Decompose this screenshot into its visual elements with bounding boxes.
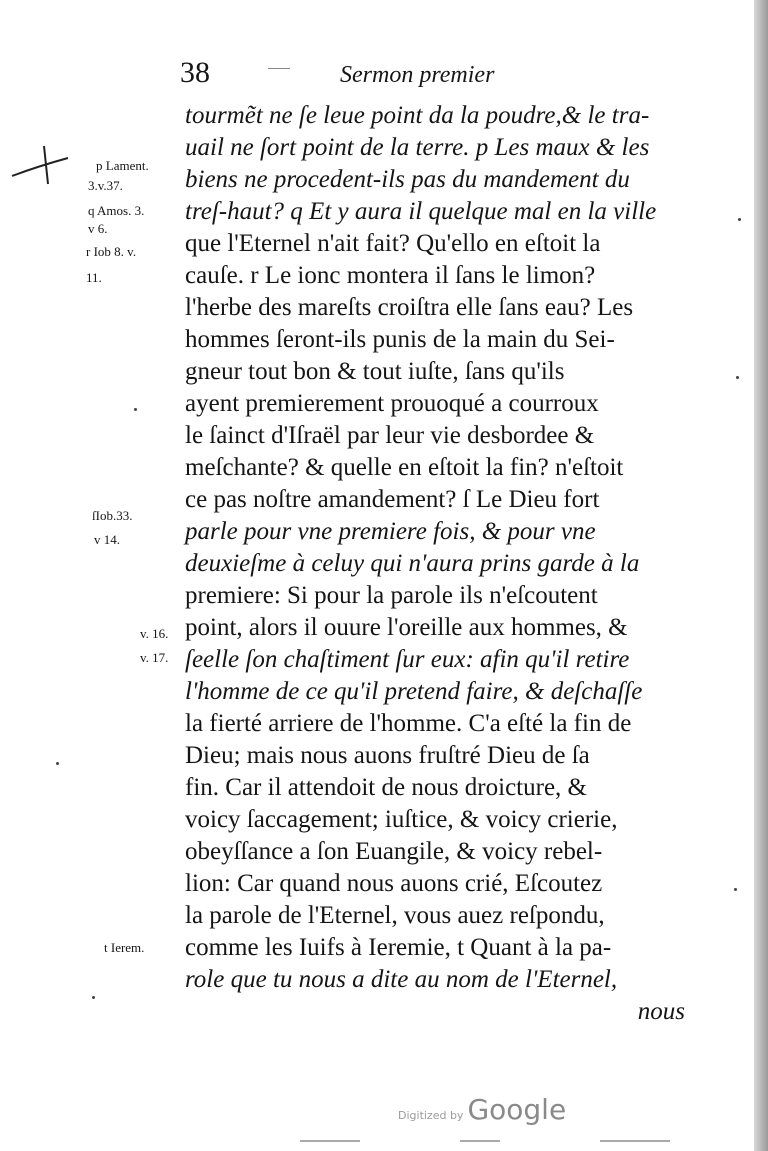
text-line: obeyſſance a ſon Euangile, & voicy rebel-	[185, 838, 603, 865]
running-title: Sermon premier	[340, 62, 495, 88]
text-line: uail ne ſort point de la terre. p Les maux & les	[185, 134, 650, 161]
text-line: ce pas noſtre amandement? ſ Le Dieu fort	[185, 486, 600, 513]
watermark-prefix: Digitized by	[398, 1109, 464, 1122]
pencil-cross-mark	[10, 140, 70, 186]
margin-note: t Ierem.	[104, 940, 145, 955]
text-line: meſchante? & quelle en eſtoit la fin? n'eſtoit	[185, 454, 624, 481]
margin-note: 11.	[86, 270, 102, 285]
margin-note: v. 17.	[140, 650, 169, 665]
text-line: Dieu; mais nous auons fruſtré Dieu de ſa	[185, 742, 590, 769]
text-line: cauſe. r Le ionc montera il ſans le limon?	[185, 262, 596, 289]
header-divider	[268, 68, 290, 69]
scan-artifact	[300, 1140, 360, 1142]
page-edge-shadow	[754, 0, 768, 1151]
text-line: ayent premierement prouoqué a courroux	[185, 390, 599, 417]
text-line: le ſainct d'Iſraël par leur vie desbordee &	[185, 422, 595, 449]
body-text	[185, 100, 685, 1028]
margin-note: v 14.	[94, 532, 120, 547]
text-line: fin. Car il attendoit de nous droicture, &	[185, 774, 587, 801]
margin-note: q Amos. 3.	[88, 203, 145, 218]
page-number: 38	[180, 56, 210, 89]
text-line: hommes ſeront-ils punis de la main du Sei-	[185, 326, 615, 353]
text-line: la parole de l'Eternel, vous auez reſpondu,	[185, 902, 605, 929]
text-line: parle pour vne premiere fois, & pour vne	[185, 518, 596, 545]
text-line: biens ne procedent-ils pas du mandement du	[185, 166, 630, 193]
scan-speck	[92, 996, 95, 999]
text-line: deuxieſme à celuy qui n'aura prins garde à la	[185, 550, 640, 577]
margin-note: v 6.	[88, 221, 108, 236]
text-line: ſeelle ſon chaſtiment ſur eux: afin qu'il retire	[185, 646, 630, 673]
text-line: l'homme de ce qu'il pretend faire, & deſchaſſe	[185, 678, 643, 705]
scan-artifact	[600, 1140, 670, 1142]
catchword: nous	[637, 998, 685, 1025]
text-line: l'herbe des mareſts croiſtra elle ſans eau? Les	[185, 294, 634, 321]
text-line: gneur tout bon & tout iuſte, ſans qu'ils	[185, 358, 565, 385]
scan-speck	[734, 888, 737, 891]
text-line: role que tu nous a dite au nom de l'Eternel,	[185, 966, 618, 993]
text-line: lion: Car quand nous auons crié, Eſcoutez	[185, 870, 603, 897]
text-line: treſ-haut? q Et y aura il quelque mal en la ville	[185, 198, 657, 225]
digitized-watermark	[398, 1093, 566, 1126]
scan-artifact	[460, 1140, 500, 1142]
text-line: la fierté arriere de l'homme. C'a eſté la fin de	[185, 710, 632, 737]
text-line: premiere: Si pour la parole ils n'eſcoutent	[185, 582, 598, 609]
margin-note: p Lament.	[96, 158, 149, 173]
margin-note: r Iob 8. v.	[86, 244, 137, 259]
text-line: point, alors il ouure l'oreille aux hommes, &	[185, 614, 628, 641]
scan-speck	[738, 218, 741, 221]
margin-note: 3.v.37.	[88, 178, 123, 193]
text-line: voicy ſaccagement; iuſtice, & voicy crierie,	[185, 806, 618, 833]
margin-note: v. 16.	[140, 626, 169, 641]
scan-speck	[736, 376, 739, 379]
text-line: tourmẽt ne ſe leue point da la poudre,& le tra-	[185, 102, 650, 129]
watermark-logo: Google	[467, 1093, 567, 1126]
scan-speck	[56, 762, 59, 765]
scan-speck	[134, 408, 137, 411]
margin-note: ſIob.33.	[92, 508, 133, 523]
text-line: que l'Eternel n'ait fait? Qu'ello en eſtoit la	[185, 230, 601, 257]
text-line: comme les Iuifs à Ieremie, t Quant à la pa-	[185, 934, 612, 961]
